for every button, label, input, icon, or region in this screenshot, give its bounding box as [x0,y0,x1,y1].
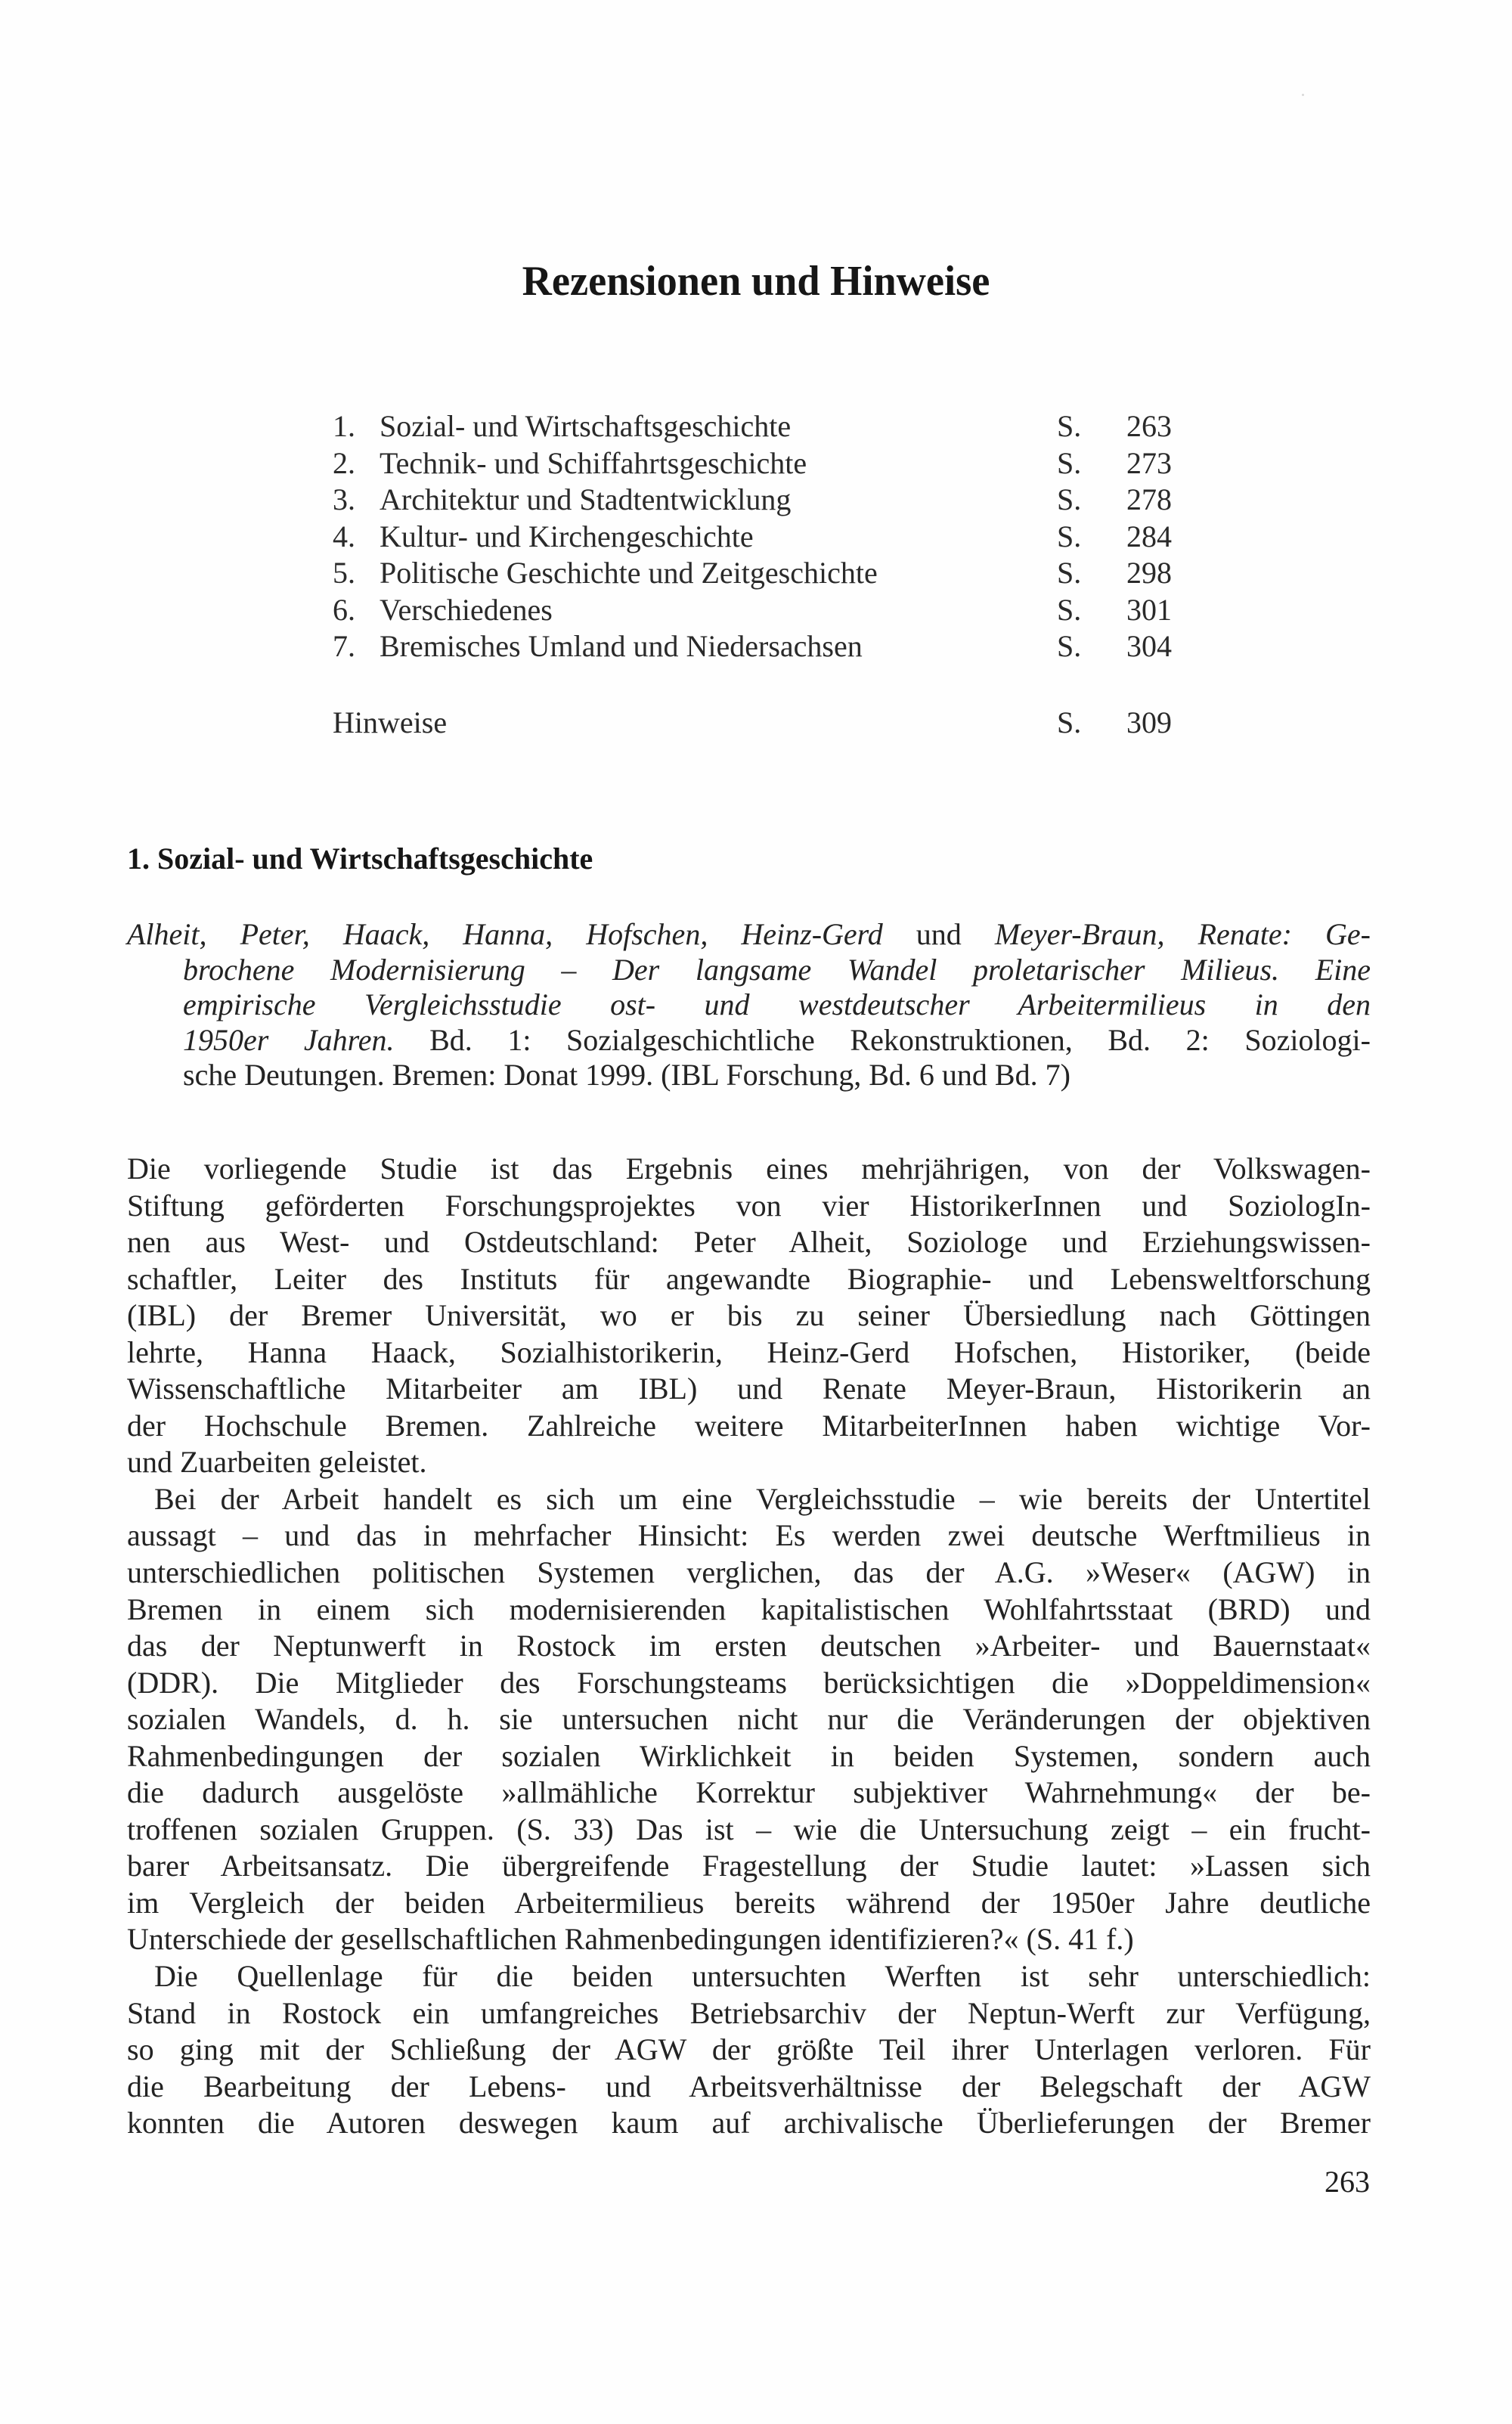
body-line: Stand in Rostock ein umfangreiches Betriebsarchiv der Neptun-Werft zur Verfügung, [127,1995,1371,2030]
body-paragraph [127,1481,1371,1958]
toc-page: 284 [1126,519,1172,553]
toc-page-prefix: S. [1057,705,1082,739]
toc-number: 7. [333,629,355,663]
citation-text: sche Deutungen. Bremen: Donat 1999. (IBL Forschung, Bd. 6 und Bd. 7) [183,1058,1070,1093]
body-line: das der Neptunwerft in Rostock im ersten deutschen »Arbeiter- und Bauernstaat« [127,1629,1371,1663]
toc-number: 5. [333,556,355,590]
citation-line [127,953,1371,988]
body-line: Unterschiede der gesellschaftlichen Rahmenbedingungen identifizieren?« (S. 41 f.) [127,1922,1134,1957]
toc-page: 309 [1126,705,1172,739]
toc-entry[interactable] [333,628,1172,665]
toc-spacer [333,665,1172,705]
citation-italic-text: 1950er Jahren. [183,1022,395,1057]
body-line: konnten die Autoren deswegen kaum auf archivalische Überlieferungen der Bremer [127,2106,1371,2140]
toc-page-prefix: S. [1057,445,1082,480]
toc-label: Hinweise [333,705,448,739]
citation-italic-text: Meyer-Braun, Renate: Ge- [994,917,1371,951]
toc-page: 278 [1126,482,1172,516]
toc-label: Architektur und Stadtentwicklung [380,482,792,516]
toc-page: 301 [1126,592,1172,627]
toc-page-prefix: S. [1057,556,1082,590]
citation-line [127,917,1371,953]
body-line: aussagt – und das in mehrfacher Hinsicht: Es werden zwei deutsche Werftmilieus in [127,1518,1371,1553]
body-line: Wissenschaftliche Mitarbeiter am IBL) und Renate Meyer-Braun, Historikerin an [127,1372,1371,1406]
page-title: Rezensionen und Hinweise [522,258,990,305]
body-line: nen aus West- und Ostdeutschland: Peter Alheit, Soziologe und Erziehungswissen- [127,1225,1371,1260]
toc-number: 4. [333,519,355,553]
toc-page-prefix: S. [1057,629,1082,663]
toc-page-prefix: S. [1057,409,1082,443]
toc-page: 298 [1126,556,1172,590]
citation-italic-text: empirische Vergleichsstudie ost- und westdeutscher Arbeitermilieus in den [183,987,1371,1022]
book-citation [127,917,1371,1093]
citation-line [127,1023,1371,1059]
body-paragraph [127,1958,1371,2142]
citation-text: Bd. 1: Sozialgeschichtliche Rekonstruktionen, Bd. 2: Soziologi- [394,1022,1371,1057]
toc-page: 304 [1126,629,1172,663]
body-line: Rahmenbedingungen der sozialen Wirklichkeit in beiden Systemen, sondern auch [127,1738,1371,1773]
toc-entry[interactable] [333,592,1172,629]
toc-entry[interactable] [333,482,1172,519]
toc-entry[interactable] [333,408,1172,445]
body-line: Bremen in einem sich modernisierenden kapitalistischen Wohlfahrtsstaat (BRD) und [127,1592,1371,1626]
body-line: Die Quellenlage für die beiden untersuchten Werften ist sehr unterschiedlich: [154,1959,1371,1994]
section-heading: 1. Sozial- und Wirtschaftsgeschichte [127,842,593,876]
toc-label: Kultur- und Kirchengeschichte [380,519,754,553]
body-line: und Zuarbeiten geleistet. [127,1445,427,1480]
toc-page-prefix: S. [1057,592,1082,627]
citation-italic-text: brochene Modernisierung – Der langsame Wandel proletarischer Milieus. Eine [183,952,1371,987]
body-line: der Hochschule Bremen. Zahlreiche weitere MitarbeiterInnen haben wichtige Vor- [127,1408,1371,1443]
body-line: troffenen sozialen Gruppen. (S. 33) Das ist – wie die Untersuchung zeigt – ein frucht- [127,1812,1371,1846]
toc-number: 1. [333,409,355,443]
toc-number: 2. [333,445,355,480]
citation-text: und [882,917,995,951]
body-line: schaftler, Leiter des Instituts für angewandte Biographie- und Lebensweltforschung [127,1261,1371,1296]
body-line: (DDR). Die Mitglieder des Forschungsteams berücksichtigen die »Doppeldimension« [127,1665,1371,1700]
body-line: Stiftung geförderten Forschungsprojektes von vier HistorikerInnen und SoziologIn- [127,1188,1371,1223]
body-line: Die vorliegende Studie ist das Ergebnis eines mehrjährigen, von der Volkswagen- [127,1152,1371,1186]
body-line: die Bearbeitung der Lebens- und Arbeitsverhältnisse der Belegschaft der AGW [127,2069,1371,2103]
body-line: so ging mit der Schließung der AGW der größte Teil ihrer Unterlagen verloren. Für [127,2032,1371,2067]
toc-entry[interactable] [333,555,1172,592]
toc-page-prefix: S. [1057,519,1082,553]
page-number: 263 [1325,2165,1370,2199]
table-of-contents [333,408,1172,741]
toc-entry-hinweise[interactable] [333,705,1172,742]
toc-label: Sozial- und Wirtschaftsgeschichte [380,409,792,443]
body-paragraph [127,1151,1371,1481]
toc-page: 263 [1126,409,1172,443]
toc-label: Politische Geschichte und Zeitgeschichte [380,556,878,590]
toc-label: Verschiedenes [380,592,553,627]
citation-line [127,1058,1371,1093]
toc-label: Bremisches Umland und Niedersachsen [380,629,863,663]
scan-speck [1302,94,1304,96]
toc-page-prefix: S. [1057,482,1082,516]
citation-italic-text: Alheit, Peter, Haack, Hanna, Hofschen, Heinz-Gerd [127,917,883,951]
toc-number: 6. [333,592,355,627]
body-line: lehrte, Hanna Haack, Sozialhistorikerin, Heinz-Gerd Hofschen, Historiker, (beide [127,1334,1371,1369]
body-line: barer Arbeitsansatz. Die übergreifende Fragestellung der Studie lautet: »Lassen sich [127,1849,1371,1883]
body-line: im Vergleich der beiden Arbeitermilieus bereits während der 1950er Jahre deutliche [127,1885,1371,1920]
toc-number: 3. [333,482,355,516]
toc-entry[interactable] [333,445,1172,482]
citation-line [127,987,1371,1023]
toc-entry[interactable] [333,519,1172,556]
body-line: die dadurch ausgelöste »allmähliche Korrektur subjektiver Wahrnehmung« der be- [127,1775,1371,1810]
review-body [127,1151,1371,2142]
toc-label: Technik- und Schiffahrtsgeschichte [380,445,807,480]
toc-page: 273 [1126,445,1172,480]
body-line: sozialen Wandels, d. h. sie untersuchen nicht nur die Veränderungen der objektiven [127,1702,1371,1737]
body-line: Bei der Arbeit handelt es sich um eine Vergleichsstudie – wie bereits der Untertitel [154,1481,1371,1516]
body-line: (IBL) der Bremer Universität, wo er bis zu seiner Übersiedlung nach Göttingen [127,1298,1371,1333]
body-line: unterschiedlichen politischen Systemen verglichen, das der A.G. »Weser« (AGW) in [127,1555,1371,1590]
